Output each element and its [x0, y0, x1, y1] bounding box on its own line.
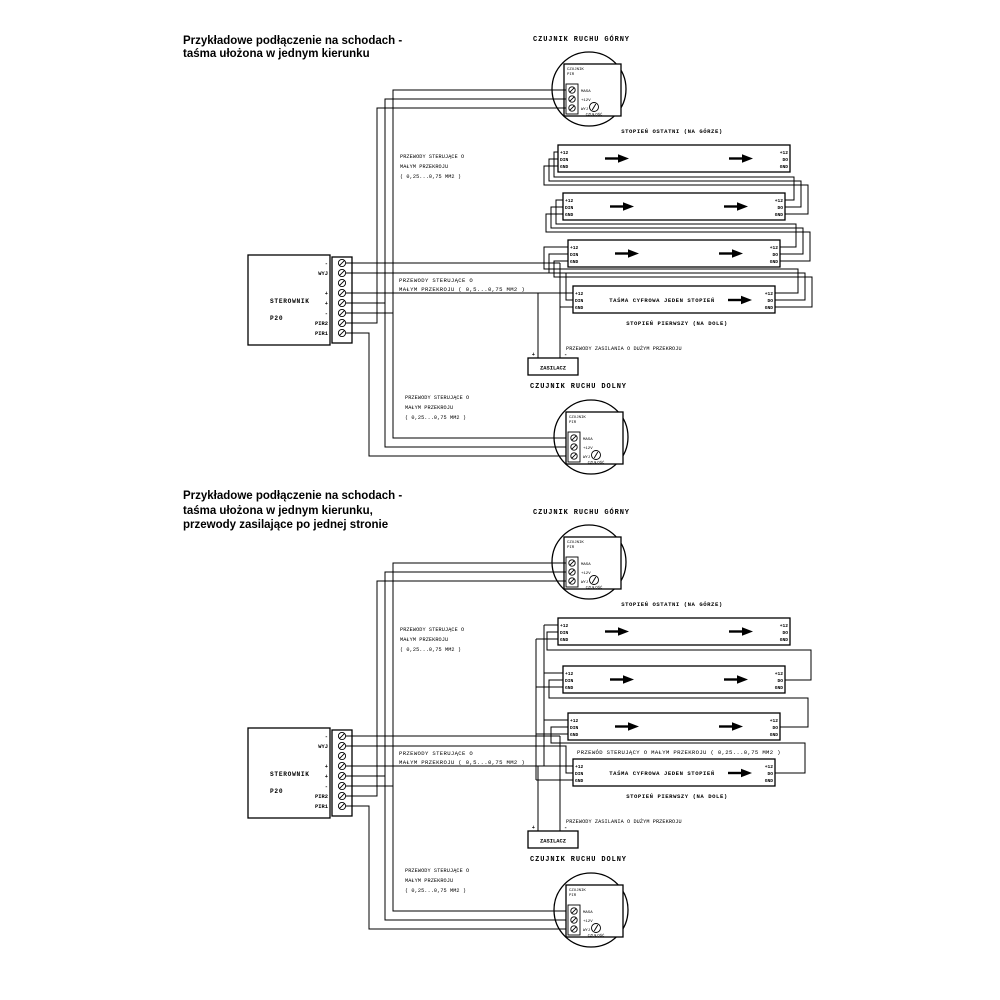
sensor-terminal-label: +12V	[583, 920, 593, 924]
sensor-terminal-label: WYJ	[583, 929, 591, 933]
sensor-model-line1: CZUJNIK	[567, 68, 584, 72]
strip-terminal-right: DO	[772, 253, 778, 258]
controller-terminal-label: -	[324, 311, 328, 317]
sensor-terminal-label: +12V	[581, 572, 591, 576]
strip-terminal-left: DIN	[565, 679, 574, 684]
led-strip-segment	[568, 240, 780, 267]
strip-terminal-left: +12	[565, 672, 574, 677]
sensor-model-line1: CZUJNIK	[569, 416, 586, 420]
lower-wires-note-line3: ( 0,25...0,75 MM2 )	[405, 415, 467, 421]
controller-terminal-label: WYJ	[318, 271, 328, 277]
led-strip-segment	[563, 193, 785, 220]
upper-wires-note-line2: MAŁYM PRZEKROJU	[400, 164, 449, 170]
sensitivity-label: CZUŁOŚĆ	[587, 461, 605, 466]
sensor-lower-title: CZUJNIK RUCHU DOLNY	[530, 856, 627, 864]
controller-terminal-label: +	[324, 774, 328, 780]
strip-terminal-left: DIN	[570, 726, 579, 731]
strip-terminal-right: DO	[767, 299, 773, 304]
strip-terminal-left: GND	[560, 165, 569, 170]
strip-terminal-left: +12	[575, 765, 584, 770]
first-step-strip-text: TAŚMA CYFROWA JEDEN STOPIEŃ	[609, 770, 715, 777]
controller-model: P20	[270, 315, 284, 322]
lower-wires-note-line2: MAŁYM PRZEKROJU	[405, 405, 454, 411]
sensor-model-line2: PIR	[569, 894, 577, 898]
section-title-line: przewody zasilające po jednej stronie	[183, 519, 389, 531]
single-wire-note: PRZEWÓD STERUJĄCY O MAŁYM PRZEKROJU ( 0,25...0,75 MM2 )	[577, 749, 781, 756]
strip-terminal-right: DO	[777, 679, 783, 684]
psu-plus-sign: +	[531, 825, 535, 831]
controller-terminal-label: WYJ	[318, 744, 328, 750]
strip-terminal-right: DO	[767, 772, 773, 777]
strip-terminal-left: +12	[575, 292, 584, 297]
psu-plus-sign: +	[531, 352, 535, 358]
strip-terminal-left: GND	[560, 638, 569, 643]
strip-terminal-left: DIN	[575, 772, 584, 777]
psu-label: ZASILACZ	[540, 365, 566, 372]
psu-minus-sign: -	[564, 352, 568, 358]
controller-terminal-label: -	[324, 261, 328, 267]
strip-terminal-left: DIN	[560, 631, 569, 636]
upper-wires-note-line3: ( 0,25...0,75 MM2 )	[400, 647, 462, 653]
strip-terminal-right: +12	[769, 719, 778, 724]
first-step-label: STOPIEŃ PIERWSZY (NA DOLE)	[626, 793, 728, 800]
strip-terminal-right: DO	[782, 158, 788, 163]
strip-terminal-left: +12	[560, 151, 569, 156]
sensor-terminal-label: WYJ	[581, 108, 589, 112]
controller-terminal-block	[332, 257, 352, 343]
strip-terminal-right: GND	[769, 733, 778, 738]
output-wires-note-line2: MAŁYM PRZEKROJU ( 0,5...0,75 MM2 )	[399, 759, 526, 766]
controller-terminal-label: +	[324, 764, 328, 770]
diagram-top	[183, 34, 812, 474]
power-wires-label: PRZEWODY ZASILANIA O DUŻYM PRZEKROJU	[566, 819, 682, 825]
sensor-terminal-label: WYJ	[581, 581, 589, 585]
strip-terminal-right: GND	[764, 779, 773, 784]
led-strip-segment	[558, 145, 790, 172]
controller-terminal-label: PIR1	[315, 804, 328, 810]
psu-label: ZASILACZ	[540, 838, 566, 845]
first-step-label: STOPIEŃ PIERWSZY (NA DOLE)	[626, 320, 728, 327]
sensitivity-label: CZUŁOŚĆ	[585, 113, 603, 118]
strip-terminal-right: GND	[769, 260, 778, 265]
controller-terminal-label: -	[324, 734, 328, 740]
controller-terminal-label: +	[324, 291, 328, 297]
strip-terminal-right: +12	[764, 292, 773, 297]
strip-terminal-right: +12	[779, 624, 788, 629]
strip-terminal-right: GND	[774, 213, 783, 218]
output-wires-note-line1: PRZEWODY STERUJĄCE O	[399, 750, 474, 757]
strip-terminal-left: GND	[570, 260, 579, 265]
sensor-terminal-label: MASA	[581, 563, 591, 567]
led-strip-segment	[558, 618, 790, 645]
led-strip-segment	[563, 666, 785, 693]
sensor-upper-title: CZUJNIK RUCHU GÓRNY	[533, 509, 630, 517]
sensor-lower-title: CZUJNIK RUCHU DOLNY	[530, 383, 627, 391]
section-title-line: taśma ułożona w jednym kierunku,	[183, 505, 373, 517]
power-wires-label: PRZEWODY ZASILANIA O DUŻYM PRZEKROJU	[566, 346, 682, 352]
controller-terminal-label: PIR1	[315, 331, 328, 337]
last-step-label: STOPIEŃ OSTATNI (NA GÓRZE)	[621, 128, 723, 135]
upper-wires-note-line2: MAŁYM PRZEKROJU	[400, 637, 449, 643]
sensor-model-line2: PIR	[567, 73, 575, 77]
strip-terminal-left: DIN	[575, 299, 584, 304]
sensor-terminal-label: WYJ	[583, 456, 591, 460]
sensor-terminal-label: +12V	[583, 447, 593, 451]
sensor-model-line2: PIR	[567, 546, 575, 550]
controller-terminal-label: +	[324, 301, 328, 307]
controller-name: STEROWNIK	[270, 771, 310, 778]
sensitivity-label: CZUŁOŚĆ	[585, 586, 603, 591]
section-title-line: Przykładowe podłączenie na schodach -	[183, 35, 403, 47]
strip-terminal-left: +12	[560, 624, 569, 629]
sensor-model-line1: CZUJNIK	[567, 541, 584, 545]
diagram-bottom	[183, 490, 811, 947]
first-step-strip-text: TAŚMA CYFROWA JEDEN STOPIEŃ	[609, 297, 715, 304]
strip-terminal-right: DO	[777, 206, 783, 211]
sensor-upper-title: CZUJNIK RUCHU GÓRNY	[533, 36, 630, 44]
sensitivity-label: CZUŁOŚĆ	[587, 934, 605, 939]
controller-terminal-label: -	[324, 784, 328, 790]
strip-terminal-right: GND	[774, 686, 783, 691]
strip-terminal-right: +12	[774, 672, 783, 677]
sensor-model-line1: CZUJNIK	[569, 889, 586, 893]
output-wires-note-line1: PRZEWODY STERUJĄCE O	[399, 277, 474, 284]
strip-terminal-right: +12	[769, 246, 778, 251]
led-strip-segment	[568, 713, 780, 740]
strip-terminal-left: DIN	[570, 253, 579, 258]
strip-terminal-right: GND	[779, 165, 788, 170]
strip-terminal-left: GND	[575, 306, 584, 311]
strip-terminal-right: +12	[779, 151, 788, 156]
strip-terminal-left: DIN	[560, 158, 569, 163]
strip-terminal-left: DIN	[565, 206, 574, 211]
strip-terminal-right: +12	[774, 199, 783, 204]
strip-terminal-right: GND	[779, 638, 788, 643]
upper-wires-note-line1: PRZEWODY STERUJĄCE O	[400, 154, 465, 160]
strip-terminal-right: +12	[764, 765, 773, 770]
lower-wires-note-line2: MAŁYM PRZEKROJU	[405, 878, 454, 884]
controller-name: STEROWNIK	[270, 298, 310, 305]
section-title-line: taśma ułożona w jednym kierunku	[183, 48, 370, 60]
strip-terminal-right: DO	[782, 631, 788, 636]
sensor-terminal-label: MASA	[583, 438, 593, 442]
strip-terminal-left: GND	[565, 213, 574, 218]
strip-terminal-right: DO	[772, 726, 778, 731]
strip-terminal-left: +12	[570, 246, 579, 251]
strip-terminal-left: GND	[565, 686, 574, 691]
strip-terminal-right: GND	[764, 306, 773, 311]
strip-terminal-left: +12	[565, 199, 574, 204]
last-step-label: STOPIEŃ OSTATNI (NA GÓRZE)	[621, 601, 723, 608]
strip-terminal-left: GND	[570, 733, 579, 738]
sensor-terminal-label: +12V	[581, 99, 591, 103]
controller-terminal-label: PIR2	[315, 321, 328, 327]
upper-wires-note-line3: ( 0,25...0,75 MM2 )	[400, 174, 462, 180]
strip-terminal-left: +12	[570, 719, 579, 724]
strip-terminal-left: GND	[575, 779, 584, 784]
controller-terminal-label: PIR2	[315, 794, 328, 800]
controller-terminal-block	[332, 730, 352, 816]
section-title-line: Przykładowe podłączenie na schodach -	[183, 490, 403, 502]
output-wires-note-line2: MAŁYM PRZEKROJU ( 0,5...0,75 MM2 )	[399, 286, 526, 293]
upper-wires-note-line1: PRZEWODY STERUJĄCE O	[400, 627, 465, 633]
lower-wires-note-line1: PRZEWODY STERUJĄCE O	[405, 868, 470, 874]
sensor-model-line2: PIR	[569, 421, 577, 425]
lower-wires-note-line1: PRZEWODY STERUJĄCE O	[405, 395, 470, 401]
psu-minus-sign: -	[564, 825, 568, 831]
sensor-terminal-label: MASA	[583, 911, 593, 915]
lower-wires-note-line3: ( 0,25...0,75 MM2 )	[405, 888, 467, 894]
sensor-terminal-label: MASA	[581, 90, 591, 94]
controller-model: P20	[270, 788, 284, 795]
